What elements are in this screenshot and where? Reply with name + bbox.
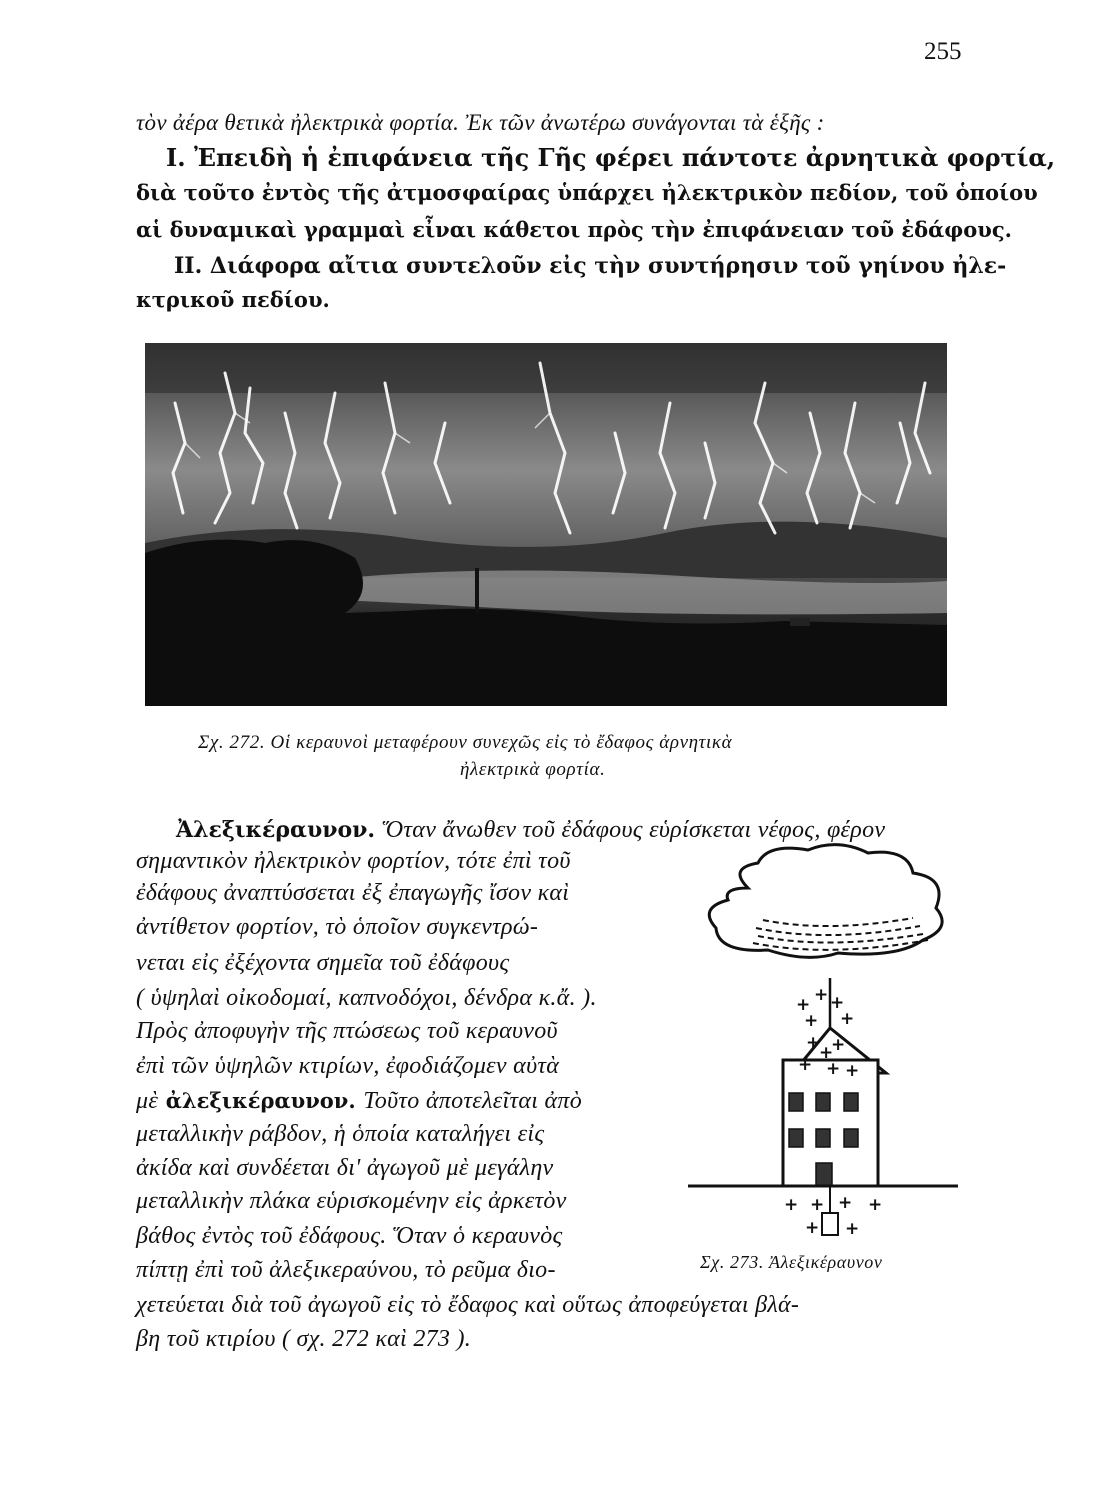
figure272-caption-line2: ἠλεκτρικὰ φορτία. <box>460 759 606 780</box>
lightning-rod-drawing <box>688 838 958 1248</box>
ground-plate <box>822 1213 838 1235</box>
section-line8: ἐπὶ τῶν ὑψηλῶν κτιρίων, ἐφοδιάζομεν αὐτὰ <box>136 1053 560 1079</box>
svg-text:+: + <box>806 1033 821 1053</box>
svg-text:+: + <box>831 1035 846 1055</box>
section-line4: ἀντίθετον φορτίον, τὸ ὁποῖον συγκεντρώ- <box>136 914 539 940</box>
svg-text:+: + <box>810 1195 825 1215</box>
section-line5: νεται εἰς ἐξέχοντα σημεῖα τοῦ ἐδάφους <box>136 950 510 976</box>
section-line12: μεταλλικὴν πλάκα εὑρισκομένην εἰς ἀρκετὸν <box>136 1188 567 1214</box>
page-number: 255 <box>924 38 962 65</box>
section-heading: Ἀλεξικέραυνον. <box>176 817 376 843</box>
section-line10: μεταλλικὴν ράβδον, ἡ ὁποία καταλήγει εἰς <box>136 1121 545 1147</box>
svg-text:+: + <box>830 993 845 1013</box>
lightning-rod-figure <box>688 838 958 1248</box>
section-line7: Πρὸς ἀποφυγὴν τῆς πτώσεως τοῦ κεραυνοῦ <box>136 1018 558 1044</box>
lightning-photo <box>145 343 947 706</box>
svg-text:+: + <box>814 985 829 1005</box>
svg-text:+: + <box>845 1219 860 1239</box>
figure273-caption: Σχ. 273. Ἀλεξικέραυνον <box>700 1252 883 1272</box>
point2-line1: II. Διάφορα αἴτια συντελοῦν εἰς τὴν συντήρησιν τοῦ γηίνου ἠλε- <box>174 253 1007 279</box>
section-line3: ἐδάφους ἀναπτύσσεται ἐξ ἐπαγωγῆς ἴσον καὶ <box>136 880 570 906</box>
svg-text:+: + <box>784 1195 799 1215</box>
cloud-shape <box>709 845 942 958</box>
svg-text:+: + <box>819 1043 834 1063</box>
section-line13: βάθος ἐντὸς τοῦ ἐδάφους. Ὅταν ὁ κεραυνὸς <box>136 1223 563 1249</box>
section-line1-text: Ὅταν ἄνωθεν τοῦ ἐδάφους εὑρίσκεται νέφος, φέρον <box>382 817 886 843</box>
svg-text:+: + <box>805 1218 820 1238</box>
svg-text:+: + <box>838 1193 853 1213</box>
svg-text:+: + <box>804 1011 819 1031</box>
section-line6: ( ὑψηλαὶ οἰκοδομαί, καπνοδόχοι, δένδρα κ.ἄ. ). <box>136 985 597 1011</box>
section-line9 <box>136 1086 582 1115</box>
point1-line3: αἱ δυναμικαὶ γραμμαὶ εἶναι κάθετοι πρὸς τὴν ἐπιφάνειαν τοῦ ἐδάφους. <box>136 217 1012 242</box>
figure272-caption-line1: Σχ. 272. Οἱ κεραυνοὶ μεταφέρουν συνεχῶς εἰς τὸ ἔδαφος ἀρνητικὰ <box>198 732 733 753</box>
section-line9-post: Τοῦτο ἀποτελεῖται ἀπὸ <box>363 1088 583 1114</box>
section-line2: σημαντικὸν ἠλεκτρικὸν φορτίον, τότε ἐπὶ τοῦ <box>136 848 571 874</box>
point2-line2: κτρικοῦ πεδίου. <box>136 287 330 312</box>
svg-text:+: + <box>868 1195 883 1215</box>
intro-line: τὸν ἀέρα θετικὰ ἠλεκτρικὰ φορτία. Ἐκ τῶν ἀνωτέρω συνάγονται τὰ ἑξῆς : <box>136 110 825 135</box>
section-line9-pre: μὲ <box>136 1088 159 1114</box>
lightning-photo-drawing <box>145 343 947 706</box>
point1-line1: I. Ἐπειδὴ ἡ ἐπιφάνεια τῆς Γῆς φέρει πάντοτε ἀρνητικὰ φορτία, <box>166 143 1056 172</box>
svg-text:+: + <box>840 1009 855 1029</box>
svg-text:+: + <box>845 1061 860 1081</box>
section-line9-bold: ἀλεξικέραυνον. <box>165 1088 356 1113</box>
point1-line2: διὰ τοῦτο ἐντὸς τῆς ἀτμοσφαίρας ὑπάρχει ἠλεκτρικὸν πεδίον, τοῦ ὁποίου <box>136 180 1038 205</box>
section-line11: ἀκίδα καὶ συνδέεται δι' ἀγωγοῦ μὲ μεγάλην <box>136 1155 554 1181</box>
svg-text:+: + <box>796 995 811 1015</box>
svg-text:+: + <box>826 1059 841 1079</box>
section-line16: βη τοῦ κτιρίου ( σχ. 272 καὶ 273 ). <box>136 1326 472 1352</box>
svg-text:+: + <box>798 1055 813 1075</box>
section-line14: πίπτῃ ἐπὶ τοῦ ἀλεξικεραύνου, τὸ ρεῦμα διο- <box>136 1257 556 1283</box>
section-line15: χετεύεται διὰ τοῦ ἀγωγοῦ εἰς τὸ ἔδαφος καὶ οὕτως ἀποφεύγεται βλά- <box>136 1292 800 1318</box>
